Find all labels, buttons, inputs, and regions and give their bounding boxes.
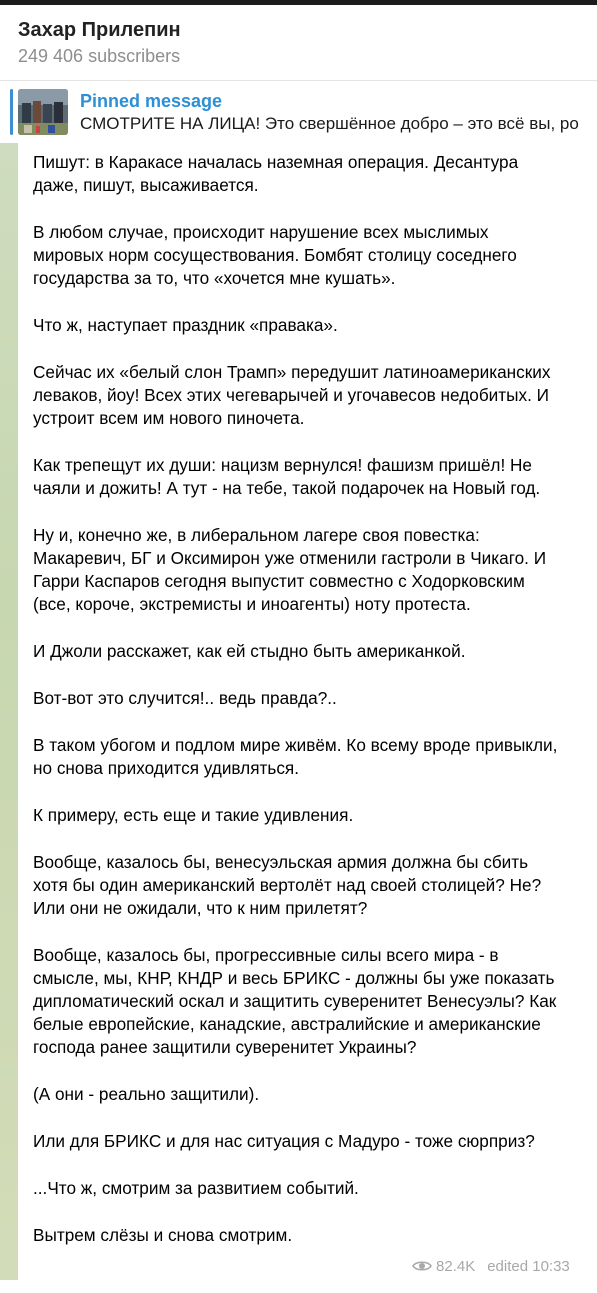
text-line: мировых норм сосуществования. Бомбят столицу соседнего <box>33 245 517 265</box>
pinned-preview-text: СМОТРИТЕ НА ЛИЦА! Это свершённое добро – это всё вы, ро <box>80 114 579 133</box>
text-line: белые европейские, канадские, австралийские и американские <box>33 1014 541 1034</box>
pinned-indicator <box>10 89 13 135</box>
paragraph <box>33 640 597 663</box>
view-count: 82.4K <box>436 1257 476 1275</box>
text-line: Гарри Каспаров сегодня выпустит совместно с Ходорковским <box>33 571 525 591</box>
text-line: Ну и, конечно же, в либеральном лагере своя повестка: <box>33 525 480 545</box>
photo-thumbnail-icon <box>18 89 68 135</box>
text-line: дипломатический оскал и защитить суверенитет Венесуэлы? Как <box>33 991 557 1011</box>
paragraph <box>33 1177 597 1200</box>
eye-icon <box>412 1259 432 1273</box>
paragraph <box>33 1224 597 1247</box>
text-line: (все, короче, экстремисты и иноагенты) ноту протеста. <box>33 594 471 614</box>
text-line: Вообще, казалось бы, прогрессивные силы всего мира - в <box>33 945 499 965</box>
paragraph <box>33 734 597 780</box>
pinned-label: Pinned message <box>80 91 223 111</box>
paragraph <box>33 1130 597 1153</box>
text-line: Вытрем слёзы и снова смотрим. <box>33 1225 293 1245</box>
text-line: К примеру, есть еще и такие удивления. <box>33 805 354 825</box>
text-line: Как трепещут их души: нацизм вернулся! фашизм пришёл! Не <box>33 455 532 475</box>
paragraph <box>33 361 597 430</box>
text-line: (А они - реально защитили). <box>33 1084 260 1104</box>
text-line: Что ж, наступает праздник «правака». <box>33 315 338 335</box>
text-line: леваков, йоу! Всех этих чегеварычей и угочавесов недобитых. И <box>33 385 549 405</box>
text-line: Вообще, казалось бы, венесуэльская армия должна бы сбить <box>33 852 529 872</box>
paragraph <box>33 687 597 710</box>
text-line: смысле, мы, КНР, КНДР и весь БРИКС - должны бы уже показать <box>33 968 555 988</box>
text-line: Или они не ожидали, что к ним прилетят? <box>33 898 368 918</box>
paragraph <box>33 221 597 290</box>
paragraph <box>33 454 597 500</box>
text-line: даже, пишут, высаживается. <box>33 175 259 195</box>
text-line: устроит всем им нового пиночета. <box>33 408 305 428</box>
text-line: ...Что ж, смотрим за развитием событий. <box>33 1178 359 1198</box>
text-line: чаяли и дожить! А тут - на тебе, такой подарочек на Новый год. <box>33 478 541 498</box>
text-line: хотя бы один американский вертолёт над своей столицей? Не? <box>33 875 542 895</box>
text-line: Сейчас их «белый слон Трамп» передушит латиноамериканских <box>33 362 551 382</box>
paragraph <box>33 314 597 337</box>
text-line: В таком убогом и подлом мире живём. Ко всему вроде привыкли, <box>33 735 558 755</box>
paragraph <box>33 524 597 616</box>
message-meta <box>412 1256 570 1276</box>
paragraph <box>33 851 597 920</box>
paragraph <box>33 1083 597 1106</box>
text-line: Макаревич, БГ и Оксимирон уже отменили гастроли в Чикаго. И <box>33 548 547 568</box>
text-line: господа ранее защитили суверенитет Украины? <box>33 1037 417 1057</box>
text-line: И Джоли расскажет, как ей стыдно быть американкой. <box>33 641 466 661</box>
text-line: Или для БРИКС и для нас ситуация с Мадуро - тоже сюрприз? <box>33 1131 535 1151</box>
paragraph <box>33 804 597 827</box>
text-line: Пишут: в Каракасе началась наземная операция. Десантура <box>33 152 519 172</box>
text-line: В любом случае, происходит нарушение всех мыслимых <box>33 222 489 242</box>
chat-header[interactable] <box>0 5 597 81</box>
subscriber-count: 249 406 subscribers <box>18 46 181 66</box>
edited-timestamp: edited 10:33 <box>487 1257 570 1275</box>
paragraph <box>33 151 597 197</box>
channel-title[interactable]: Захар Прилепин <box>18 19 181 41</box>
text-line: но снова приходится удивляться. <box>33 758 300 778</box>
text-line: государства за то, что «хочется мне кушать». <box>33 268 396 288</box>
paragraph <box>33 944 597 1059</box>
pinned-thumbnail[interactable] <box>18 89 68 135</box>
pinned-message-bar[interactable] <box>0 81 597 144</box>
text-line: Вот-вот это случится!.. ведь правда?.. <box>33 688 337 708</box>
message-text <box>33 151 597 1247</box>
